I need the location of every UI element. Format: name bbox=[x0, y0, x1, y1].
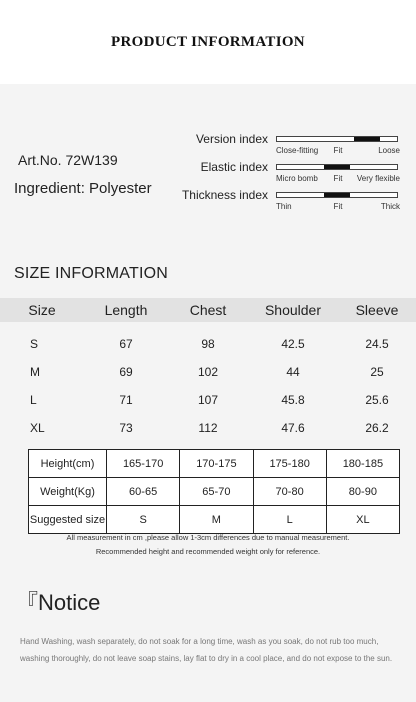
suggested-size-cell: S bbox=[107, 506, 180, 534]
chest-cell: 98 bbox=[201, 337, 215, 351]
suggested-size-cell: XL bbox=[326, 506, 399, 534]
option-label: Very flexible bbox=[356, 174, 400, 183]
elastic-index-bar bbox=[276, 164, 398, 170]
elastic-index-marker bbox=[324, 165, 350, 169]
sleeve-cell: 25.6 bbox=[365, 393, 389, 407]
column-header-shoulder: Shoulder bbox=[264, 302, 322, 318]
weight-cell: 65-70 bbox=[180, 478, 253, 506]
table-row bbox=[0, 414, 416, 442]
elastic-index-options bbox=[276, 174, 400, 186]
suggested-size-cell: M bbox=[180, 506, 253, 534]
row-header-suggested-size: Suggested size bbox=[29, 506, 107, 534]
option-label: Fit bbox=[333, 174, 343, 183]
thickness-index-options bbox=[276, 202, 400, 214]
reference-table bbox=[28, 449, 400, 534]
sleeve-cell: 25 bbox=[370, 365, 384, 379]
length-cell: 71 bbox=[119, 393, 133, 407]
option-label: Loose bbox=[378, 146, 400, 155]
size-cell: L bbox=[30, 393, 37, 407]
chest-cell: 107 bbox=[197, 393, 219, 407]
option-label: Fit bbox=[333, 202, 343, 211]
size-table-header bbox=[0, 298, 416, 322]
weight-cell: 60-65 bbox=[107, 478, 180, 506]
chest-cell: 112 bbox=[198, 421, 218, 435]
column-header-sleeve: Sleeve bbox=[355, 302, 399, 318]
option-label: Thin bbox=[276, 202, 292, 211]
version-index-marker bbox=[354, 137, 380, 141]
weight-cell: 80-90 bbox=[326, 478, 399, 506]
version-index-bar bbox=[276, 136, 398, 142]
notice-title: 『Notice bbox=[16, 590, 101, 615]
column-header-chest: Chest bbox=[189, 302, 227, 318]
table-row bbox=[29, 506, 400, 534]
option-label: Close-fitting bbox=[276, 146, 319, 155]
recommendation-note: Recommended height and recommended weight only for reference. bbox=[95, 547, 321, 556]
shoulder-cell: 45.8 bbox=[281, 393, 305, 407]
table-row bbox=[29, 478, 400, 506]
option-label: Thick bbox=[380, 202, 400, 211]
shoulder-cell: 47.6 bbox=[281, 421, 305, 435]
thickness-index-label: Thickness index bbox=[181, 188, 268, 202]
article-number: Art.No. 72W139 bbox=[18, 152, 118, 168]
height-cell: 175-180 bbox=[253, 450, 326, 478]
thickness-index bbox=[180, 188, 402, 218]
column-header-length: Length bbox=[104, 302, 148, 318]
table-row bbox=[0, 330, 416, 358]
size-cell: S bbox=[30, 337, 39, 351]
sleeve-cell: 26.2 bbox=[365, 421, 389, 435]
measurement-note: All measurement in cm ,please allow 1-3cm differences due to manual measurement. bbox=[66, 533, 350, 542]
height-cell: 165-170 bbox=[107, 450, 180, 478]
header-banner bbox=[0, 0, 416, 84]
elastic-index-label: Elastic index bbox=[200, 160, 268, 174]
option-label: Fit bbox=[333, 146, 343, 155]
weight-cell: 70-80 bbox=[253, 478, 326, 506]
version-index-options bbox=[276, 146, 400, 158]
ingredient-label: Ingredient: Polyester bbox=[14, 180, 152, 197]
table-row bbox=[29, 450, 400, 478]
height-cell: 170-175 bbox=[180, 450, 253, 478]
row-header-height: Height(cm) bbox=[29, 450, 107, 478]
size-cell: XL bbox=[30, 421, 45, 435]
length-cell: 73 bbox=[119, 421, 133, 435]
table-row bbox=[0, 386, 416, 414]
notice-text: Hand Washing, wash separately, do not soak for a long time, wash as you soak, do not rub too much, washing thoroughly, do not leave soap stains, lay flat to dry in a cool place, and do not expose to the sun. bbox=[20, 637, 393, 663]
thickness-index-bar bbox=[276, 192, 398, 198]
version-index bbox=[180, 132, 402, 162]
thickness-index-marker bbox=[324, 193, 350, 197]
shoulder-cell: 42.5 bbox=[281, 337, 305, 351]
height-cell: 180-185 bbox=[326, 450, 399, 478]
row-header-weight: Weight(Kg) bbox=[29, 478, 107, 506]
option-label: Micro bomb bbox=[276, 174, 318, 183]
page-title: PRODUCT INFORMATION bbox=[111, 34, 305, 50]
shoulder-cell: 44 bbox=[286, 365, 300, 379]
size-information-title: SIZE INFORMATION bbox=[14, 265, 169, 282]
column-header-size: Size bbox=[28, 302, 56, 318]
sleeve-cell: 24.5 bbox=[365, 337, 389, 351]
chest-cell: 102 bbox=[197, 365, 219, 379]
size-table bbox=[0, 298, 416, 442]
version-index-label: Version index bbox=[195, 132, 268, 146]
table-row bbox=[0, 358, 416, 386]
elastic-index bbox=[180, 160, 402, 190]
size-cell: M bbox=[30, 365, 40, 379]
length-cell: 69 bbox=[119, 365, 133, 379]
suggested-size-cell: L bbox=[253, 506, 326, 534]
length-cell: 67 bbox=[119, 337, 133, 351]
